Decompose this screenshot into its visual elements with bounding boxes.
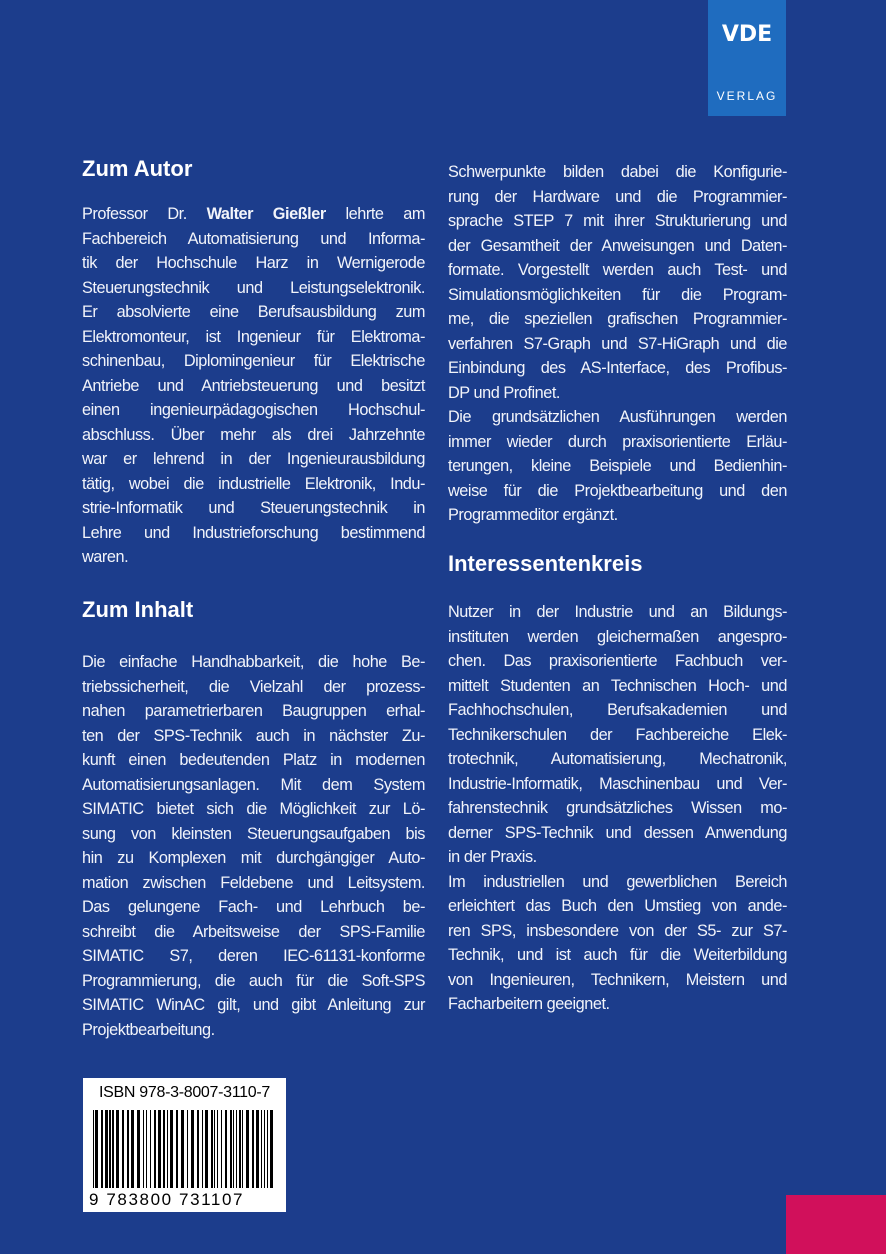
text-line: nahen parametrierbaren Baugruppen erhal- [82, 702, 425, 720]
text-line [82, 202, 425, 227]
barcode-bar [197, 1110, 199, 1188]
text-line: Die einfache Handhabbarkeit, die hohe Be- [82, 653, 425, 671]
text-line: abschluss. Über mehr als drei Jahrzehnte [82, 425, 425, 444]
text-line: Schwerpunkte bilden dabei die Konfigurie- [448, 163, 787, 181]
text-line: Fachhochschulen, Berufsakademien und [448, 701, 787, 719]
text-line: Simulationsmöglichkeiten für die Program- [448, 285, 787, 304]
text-line: Einbindung des AS-Interface, des Profibus- [448, 359, 787, 377]
barcode-bar [122, 1110, 124, 1188]
text-line: Fachbereich Automatisierung und Informa- [82, 229, 425, 248]
barcode-bar [242, 1110, 243, 1188]
text-line: chen. Das praxisorientierte Fachbuch ver- [448, 652, 787, 670]
barcode-bar [116, 1110, 119, 1188]
text-line: DP und Profinet. [448, 383, 560, 402]
barcode-bar [101, 1110, 103, 1188]
text-line: me, die speziellen grafischen Programmier- [448, 310, 787, 328]
text-line: kunft einen bedeutenden Platz in modernen [82, 751, 425, 769]
text-line: verfahren S7-Graph und S7-HiGraph und die [448, 334, 787, 353]
barcode-bar [261, 1110, 262, 1188]
text-line: terungen, kleine Beispiele und Bedienhin- [448, 457, 787, 475]
text-line: trotechnik, Automatisierung, Mechatronik, [448, 750, 787, 768]
barcode-bars [93, 1110, 276, 1188]
barcode-bar [205, 1110, 208, 1188]
vde-verlag-logo [708, 0, 786, 116]
text-line: Steuerungstechnik und Leistungselektronik. [82, 278, 425, 297]
text-line: sprache STEP 7 mit ihrer Strukturierung und [448, 212, 787, 230]
barcode-bar [146, 1110, 147, 1188]
barcode-bar [109, 1110, 111, 1188]
barcode-bar [163, 1110, 165, 1188]
barcode-bar [127, 1110, 129, 1188]
text-line: Facharbeitern geeignet. [448, 995, 610, 1013]
text-line: Das gelungene Fach- und Lehrbuch be- [82, 898, 425, 916]
isbn-text: ISBN 978-3-8007-3110-7 [99, 1084, 270, 1101]
barcode-bar [225, 1110, 227, 1188]
text-line: weise für die Projektbearbeitung und den [448, 481, 787, 500]
logo-vde-text: VDE [721, 22, 773, 47]
barcode-bar [112, 1110, 114, 1188]
text-line: strie-Informatik und Steuerungstechnik in [82, 499, 425, 517]
logo-verlag-text: VERLAG [716, 89, 778, 103]
text-line: Elektromonteur, ist Ingenieur für Elektroma- [82, 327, 425, 346]
barcode-bar [239, 1110, 241, 1188]
text-line: war er lehrend in der Ingenieurausbildung [82, 450, 425, 468]
text-line: ten der SPS-Technik auch in nächster Zu- [82, 726, 425, 745]
text-line: formate. Vorgestellt werden auch Test- und [448, 261, 787, 279]
text-line: sung von kleinsten Steuerungsaufgaben bis [82, 824, 425, 843]
barcode-bar [230, 1110, 232, 1188]
barcode-bar [95, 1110, 98, 1188]
text-line: SIMATIC S7, deren IEC-61131-konforme [82, 947, 425, 965]
interessenten-paragraph [448, 600, 787, 1017]
text-line: Lehre und Industrieforschung bestimmend [82, 523, 425, 542]
author-name: Walter Gießler [206, 205, 326, 223]
barcode-bar [217, 1110, 218, 1188]
text-line: erleichtert das Buch den Umstieg von ande- [448, 897, 787, 915]
text-span: lehrte am [325, 205, 425, 223]
text-line: ren SPS, insbesondere von der S5- zur S7- [448, 921, 787, 940]
text-line: Im industriellen und gewerblichen Bereich [448, 872, 787, 891]
text-line: in der Praxis. [448, 848, 537, 866]
schwerpunkte-paragraph [448, 160, 787, 528]
barcode-bar [256, 1110, 259, 1188]
barcode-digits: 9 783800 731107 [89, 1190, 245, 1209]
barcode-bar [233, 1110, 234, 1188]
text-line: waren. [82, 548, 129, 566]
barcode-bar [246, 1110, 249, 1188]
barcode-bar [143, 1110, 144, 1188]
text-span: Professor Dr. [82, 205, 207, 223]
text-line: Er absolvierte eine Berufsausbildung zum [82, 303, 425, 321]
text-line: Programmeditor ergänzt. [448, 506, 618, 524]
barcode-bar [167, 1110, 168, 1188]
inhalt-paragraph [82, 650, 425, 1042]
text-line: immer wieder durch praxisorientierte Erläu- [448, 432, 787, 451]
text-line: einen ingenieurpädagogischen Hochschul- [82, 401, 425, 419]
barcode-bar [267, 1110, 268, 1188]
text-line: rung der Hardware und die Programmier- [448, 187, 787, 206]
text-line: schreibt die Arbeitsweise der SPS-Familie [82, 922, 425, 941]
barcode-bar [252, 1110, 254, 1188]
isbn-barcode [83, 1078, 286, 1212]
text-line: triebssicherheit, die Vielzahl der prozess- [82, 677, 425, 696]
barcode-bar [236, 1110, 237, 1188]
barcode-bar [270, 1110, 273, 1188]
text-line: Industrie-Informatik, Maschinenbau und Ver- [448, 774, 787, 793]
text-line: Nutzer in der Industrie und an Bildungs- [448, 603, 787, 621]
heading-interessentenkreis: Interessentenkreis [448, 551, 643, 576]
barcode-bar [187, 1110, 188, 1188]
barcode-bar [181, 1110, 184, 1188]
text-line: Antriebe und Antriebsteuerung und besitzt [82, 376, 425, 395]
text-line: tik der Hochschule Harz in Wernigerode [82, 254, 425, 272]
text-line: mittelt Studenten an Technischen Hoch- und [448, 676, 787, 695]
text-line: fahrenstechnik grundsätzliches Wissen mo- [448, 799, 787, 817]
text-line: mation zwischen Feldebene und Leitsystem. [82, 873, 425, 892]
text-line: tätig, wobei die industrielle Elektronik, Indu- [82, 474, 425, 493]
barcode-bar [131, 1110, 134, 1188]
barcode-bar [176, 1110, 178, 1188]
text-line: schinenbau, Diplomingenieur für Elektrische [82, 352, 425, 370]
barcode-bar [158, 1110, 161, 1188]
text-line: Technik, und ist auch für die Weiterbildung [448, 946, 787, 964]
accent-block [786, 1195, 886, 1254]
heading-zum-autor: Zum Autor [82, 156, 193, 181]
text-line: instituten werden gleichermaßen angespro- [448, 627, 787, 646]
barcode-bar [202, 1110, 203, 1188]
heading-zum-inhalt: Zum Inhalt [82, 597, 194, 622]
barcode-bar [137, 1110, 140, 1188]
barcode-bar [154, 1110, 156, 1188]
barcode-bar [105, 1110, 108, 1188]
text-line: derner SPS-Technik und dessen Anwendung [448, 823, 787, 842]
barcode-bar [191, 1110, 194, 1188]
text-line: von Ingenieuren, Technikern, Meistern und [448, 970, 787, 989]
autor-paragraph [82, 202, 425, 570]
barcode-bar [93, 1110, 94, 1188]
text-line: der Gesamtheit der Anweisungen und Daten- [448, 236, 787, 255]
barcode-bar [214, 1110, 215, 1188]
text-line: hin zu Komplexen mit durchgängiger Auto- [82, 849, 425, 867]
barcode-bar [264, 1110, 265, 1188]
text-line: Projektbearbeitung. [82, 1020, 215, 1039]
text-line: SIMATIC bietet sich die Möglichkeit zur Lö- [82, 800, 425, 818]
barcode-bar [170, 1110, 173, 1188]
text-line: SIMATIC WinAC gilt, und gibt Anleitung zur [82, 996, 425, 1014]
text-line: Technikerschulen der Fachbereiche Elek- [448, 725, 787, 744]
text-line: Die grundsätzlichen Ausführungen werden [448, 408, 787, 426]
barcode-bar [221, 1110, 222, 1188]
text-line: Automatisierungsanlagen. Mit dem System [82, 775, 425, 794]
text-line: Programmierung, die auch für die Soft-SPS [82, 971, 425, 990]
barcode-bar [211, 1110, 213, 1188]
barcode-bar [150, 1110, 151, 1188]
